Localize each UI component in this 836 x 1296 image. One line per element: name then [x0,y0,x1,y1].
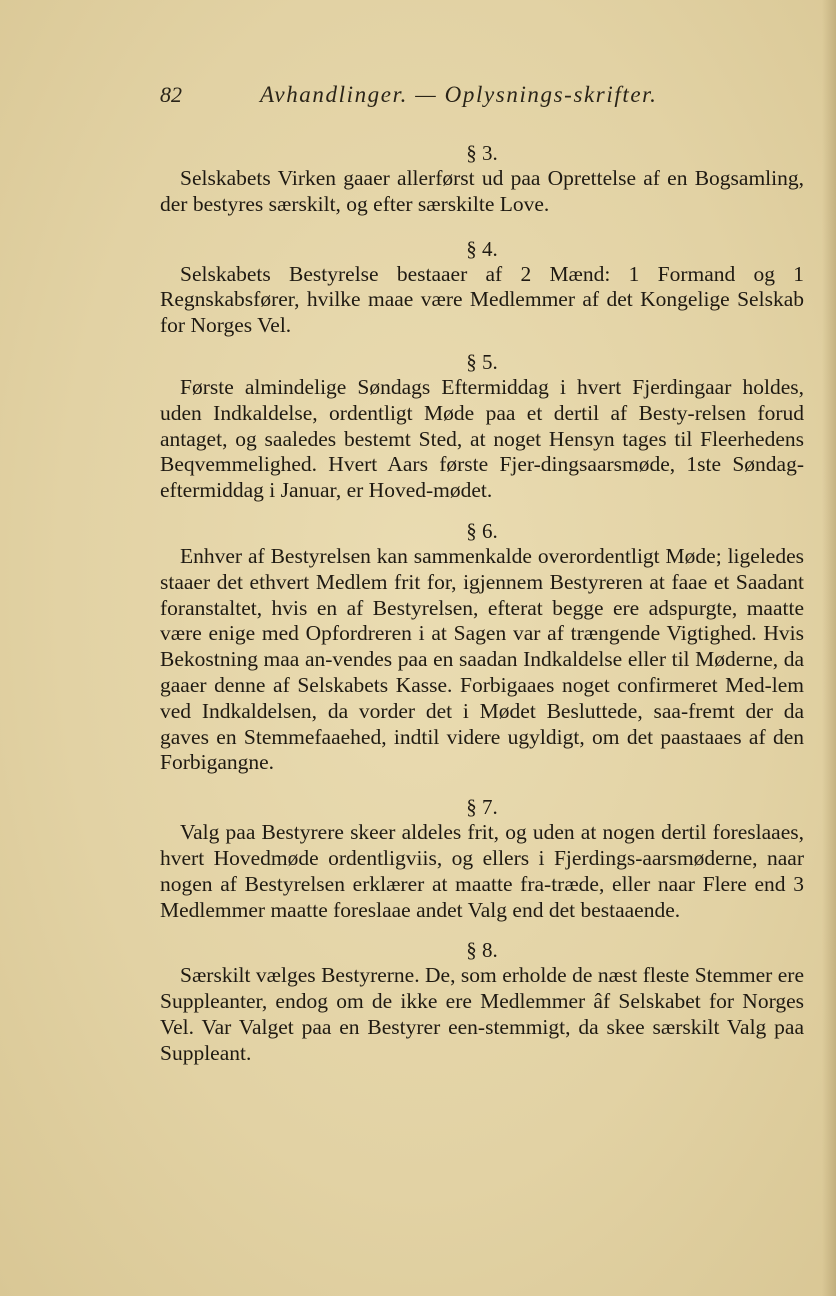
page-header [160,82,720,118]
section-text-4: Selskabets Bestyrelse bestaaer af 2 Mænd: 1 Formand og 1 Regnskabsfører, hvilke maae være Medlemmer af det Kongelige Selskab for Norges Vel. [160,261,804,338]
section-heading-5: § 5. [466,349,498,374]
section-text-7: Valg paa Bestyrere skeer aldeles frit, og uden at nogen dertil foreslaaes, hvert Hovedmøde ordentligviis, og ellers i Fjerdings-aarsmøderne, naar nogen af Bestyrelsen erklærer at maatte fra-træde, eller naar Flere end 3 Medlemmer maatte foreslaae andet Valg end det bestaaende. [160,820,804,922]
section-heading-3: § 3. [466,141,498,165]
section-text-8: Særskilt vælges Bestyrerne. De, som erholde de næst fleste Stemmer ere Suppleanter, endog om de ikke ere Medlemmer âf Selskabet for Norges Vel. Var Valget paa en Bestyrer een-stemmigt, da skee særskilt Valg paa Suppleant. [160,963,804,1065]
section-heading-8: § 8. [466,938,498,963]
section-heading-4: § 4. [466,236,498,261]
running-title: Avhandlinger. — Oplysnings-skrifter. [260,82,658,107]
section-text-6: Enhver af Bestyrelsen kan sammenkalde overordentligt Møde; ligeledes staaer det ethvert Medlem frit for, igjennem Bestyreren at faae et Saadant foranstaltet, hvis en af Bestyrelsen, efterat begge ere adspurgte, maatte være enige med Opfordreren i at Sagen var af trængende Vigtighed. Hvis Bekostning maa an-vendes paa en saadan Indkaldelse eller til Møderne, da gaaer denne af Selskabets Kasse. Forbigaaes noget confirmeret Med-lem ved Indkaldelsen, da vorder det i Mødet Besluttede, saa-fremt der da gaves en Stemmefaaehed, indtil videre ugyldigt, om det paastaaes af den Forbigangne. [160,543,804,775]
section-text-3: Selskabets Virken gaaer allerførst ud paa Oprettelse af en Bogsamling, der bestyres særskilt, og efter særskilte Love. [160,166,804,216]
section-heading-7: § 7. [466,795,498,820]
page-body [160,140,804,1067]
section-heading-6: § 6. [466,518,498,543]
section-text-5: Første almindelige Søndags Eftermiddag i hvert Fjerdingaar holdes, uden Indkaldelse, ordentligt Møde paa et dertil af Besty-relsen forud antaget, og saaledes bestemt Sted, at noget Hensyn tages til Fleerhedens Beqvemmelighed. Hvert Aars første Fjer-dingsaarsmøde, 1ste Søndag-eftermiddag i Januar, er Hoved-mødet. [160,374,804,503]
page-number: 82 [160,82,182,107]
page-edge-shadow [822,0,836,1296]
